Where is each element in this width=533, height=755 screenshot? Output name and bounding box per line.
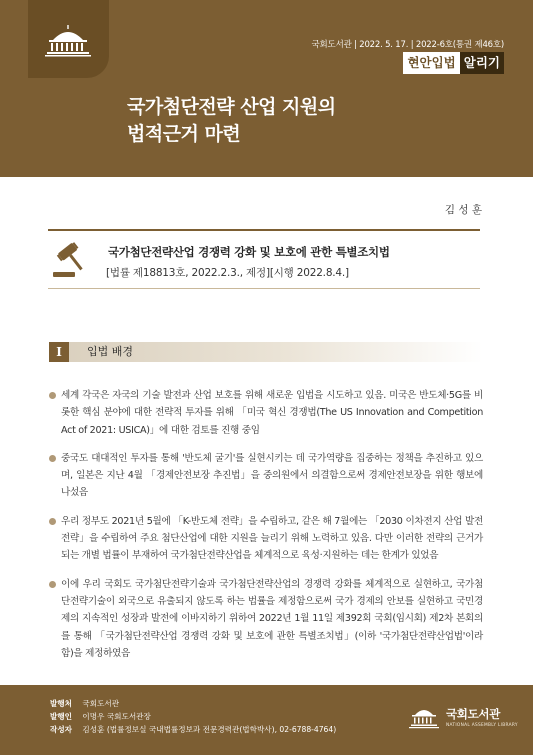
law-info-box (48, 229, 480, 289)
footer-issuer-value: 이명우 국회도서관장 (82, 712, 151, 721)
paragraph (49, 576, 483, 662)
series-label-main: 현안입법 (403, 52, 459, 74)
issue-meta: 국회도서관 | 2022. 5. 17. | 2022-6호(통권 제46호) (311, 40, 504, 50)
body-paragraphs (49, 387, 483, 673)
author: 김 성 훈 (444, 204, 482, 216)
law-title: 국가첨단전략산업 경쟁력 강화 및 보호에 관한 특별조치법 (108, 245, 390, 259)
section-number: I (49, 342, 69, 362)
footer-writer-label: 작성자 (50, 725, 73, 734)
assembly-building-small-icon (406, 702, 442, 732)
page-title-line2: 법적근거 마련 (127, 123, 241, 145)
paragraph (49, 513, 483, 565)
paragraph-text: 중국도 대대적인 투자를 통해 '반도체 굴기'를 실현시키는 데 국가역량을 집중하는 정책을 추진하고 있으며, 일본은 지난 4월 「경제안전보장 추진법」을 중의원에서 의결함으로써 경제안전보장을 위한 행보에 나섰음 (61, 452, 483, 499)
page-title (127, 94, 447, 148)
law-reference: [법률 제18813호, 2022.2.3., 제정][시행 2022.8.4.] (106, 267, 349, 279)
paragraph (49, 387, 483, 439)
paragraph (49, 450, 483, 502)
footer-writer-value: 김성훈 (법률정보실 국내법률정보과 전문경력관(법학박사), 02-6788-4764) (82, 725, 337, 734)
paragraph-text: 우리 정부도 2021년 5월에 「K-반도체 전략」을 수립하고, 같은 해 7월에는 「2030 이차전지 산업 발전전략」을 수립하여 주요 첨단산업에 대한 지원을 늘리기 위해 노력하고 있음. 다만 이러한 전략의 근거가 되는 개별 법률이 부재하여 국가첨단전략산업을 체계적으로 육성·지원하는 데는 한계가 있었음 (61, 515, 483, 562)
bullet-dot-icon (49, 392, 56, 399)
gavel-icon (51, 240, 91, 280)
series-label-sub: 알리기 (460, 52, 504, 74)
bullet-dot-icon (49, 581, 56, 588)
bullet-dot-icon (49, 518, 56, 525)
footer-publisher (50, 698, 119, 709)
footer-logo-english: NATIONAL ASSEMBLY LIBRARY (446, 723, 518, 728)
footer-publisher-label: 발행처 (50, 699, 73, 708)
footer-issuer-label: 발행인 (50, 712, 73, 721)
assembly-building-icon (28, 0, 109, 78)
paragraph-text: 세계 각국은 자국의 기술 발전과 산업 보호를 위해 새로운 입법을 시도하고 있음. 미국은 반도체·5G를 비롯한 핵심 분야에 대한 전략적 투자를 위해 「미국 혁신 경쟁법(The US Innovation and Competition Act of 2021: USICA)」에 대한 검토를 진행 중임 (61, 390, 483, 436)
footer-logo (406, 702, 518, 738)
section-heading (49, 342, 483, 362)
paragraph-text: 이에 우리 국회도 국가첨단전략기술과 국가첨단전략산업의 경쟁력 강화를 체계적으로 실현하고, 국가첨단전략기술이 외국으로 유출되지 않도록 하는 법률을 제정함으로써 국가 경제의 안보를 실현하고 국민경제의 지속적인 성장과 발전에 이바지하기 위하여 2022년 1월 11일 제392회 국회(임시회) 제2차 본회의를 통해 「국가첨단전략산업 경쟁력 강화 및 보호에 관한 특별조치법」(이하 '국가첨단전략산업법'이라 함)을 제정하였음 (61, 578, 483, 659)
section-title: 입법 배경 (87, 345, 134, 358)
footer-logo-name: 국회도서관 (446, 707, 501, 721)
footer-issuer (50, 711, 151, 722)
header-band (0, 0, 533, 177)
page-title-line1: 국가첨단전략 산업 지원의 (127, 96, 336, 118)
footer-writer (50, 724, 336, 735)
series-badge (403, 52, 504, 74)
footer-band (0, 685, 533, 755)
footer-publisher-value: 국회도서관 (82, 699, 120, 708)
bullet-dot-icon (49, 455, 56, 462)
